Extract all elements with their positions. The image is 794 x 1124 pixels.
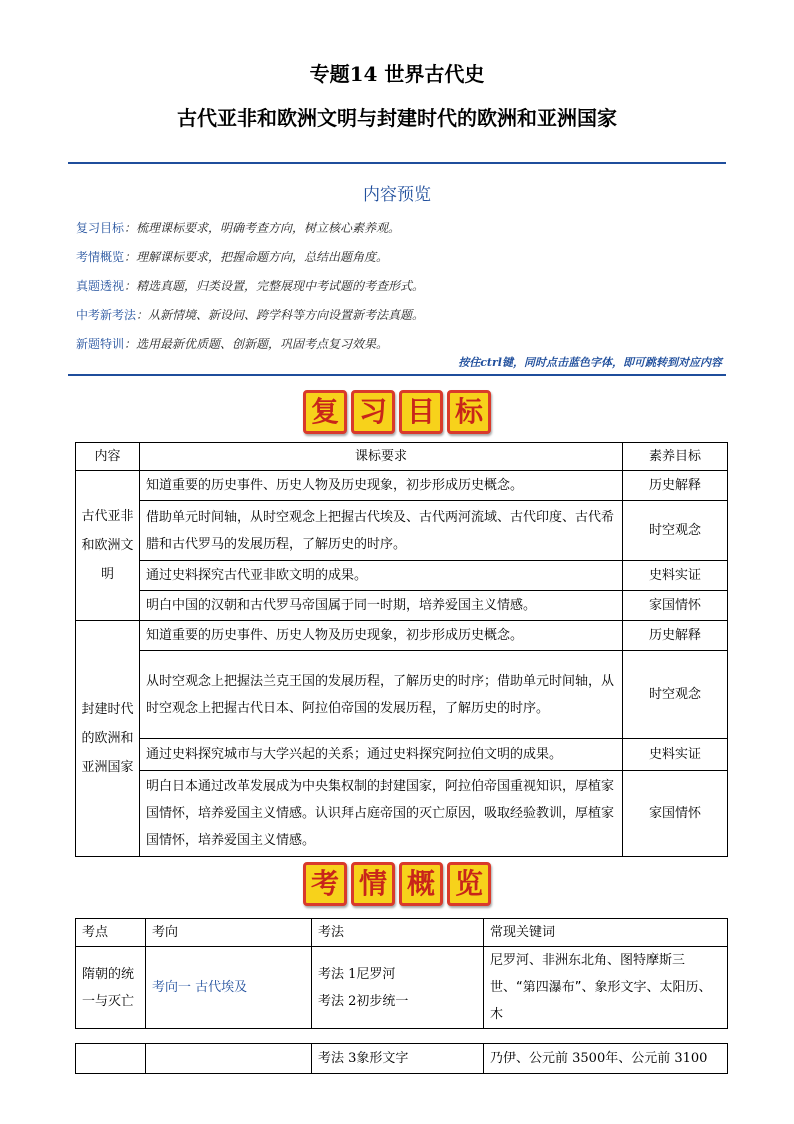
banner-char: 情 — [351, 862, 395, 906]
preview-item — [76, 218, 726, 247]
category-cell: 封建时代的欧洲和亚洲国家 — [76, 621, 140, 857]
requirement-cell: 从时空观念上把握法兰克王国的发展历程，了解历史的时序；借助单元时间轴，从时空观念上把握古代日本、阿拉伯帝国的发展历程，了解历史的时序。 — [140, 651, 623, 739]
exam-point-cell: 隋朝的统一与灭亡 — [76, 947, 146, 1029]
table-row — [76, 501, 728, 561]
goal-cell: 历史解释 — [623, 621, 728, 651]
category-cell: 古代亚非和欧洲文明 — [76, 471, 140, 621]
review-goals-banner — [0, 390, 794, 434]
exam-method: 考法 3象形文字 — [312, 1044, 484, 1074]
header-cell: 素养目标 — [623, 443, 728, 471]
preview-desc: ：精选真题，归类设置，完整展现中考试题的考查形式。 — [124, 279, 425, 293]
preview-item — [76, 247, 726, 276]
preview-item — [76, 276, 726, 305]
goal-cell: 史料实证 — [623, 561, 728, 591]
preview-desc: ：理解课标要求，把握命题方向，总结出题角度。 — [124, 250, 389, 264]
exam-overview-banner — [0, 862, 794, 906]
banner-char: 览 — [447, 862, 491, 906]
ctrl-click-note: 按住ctrl键，同时点击蓝色字体，即可跳转到对应内容 — [458, 356, 722, 369]
table-header-row — [76, 443, 728, 471]
page-title: 专题14 世界古代史 — [309, 62, 485, 86]
preview-link-new-methods[interactable]: 中考新考法 — [76, 308, 137, 322]
preview-link-special-training[interactable]: 新题特训 — [76, 337, 125, 351]
goal-cell: 家国情怀 — [623, 591, 728, 621]
requirement-cell: 通过史料探究城市与大学兴起的关系；通过史料探究阿拉伯文明的成果。 — [140, 739, 623, 771]
preview-desc: ：选用最新优质题、创新题，巩固考点复习效果。 — [124, 337, 389, 351]
header-cell: 考向 — [146, 919, 312, 947]
requirement-cell: 知道重要的历史事件、历史人物及历史现象，初步形成历史概念。 — [140, 621, 623, 651]
banner-char: 复 — [303, 390, 347, 434]
header-cell: 考法 — [312, 919, 484, 947]
page-subtitle: 古代亚非和欧洲文明与封建时代的欧洲和亚洲国家 — [177, 106, 617, 130]
exam-direction-link[interactable]: 考向一 古代埃及 — [146, 947, 312, 1029]
banner-char: 目 — [399, 390, 443, 434]
exam-point-cell — [76, 1044, 146, 1074]
banner-char: 考 — [303, 862, 347, 906]
keywords-cell: 尼罗河、非洲东北角、图特摩斯三世、“第四瀑布”、象形文字、太阳历、木 — [484, 947, 728, 1029]
header-cell: 常现关键词 — [484, 919, 728, 947]
goal-cell: 时空观念 — [623, 651, 728, 739]
goal-cell: 史料实证 — [623, 739, 728, 771]
exam-table — [75, 918, 728, 1029]
goals-table — [75, 442, 728, 857]
exam-methods-cell — [312, 947, 484, 1029]
requirement-cell: 知道重要的历史事件、历史人物及历史现象，初步形成历史概念。 — [140, 471, 623, 501]
keywords-cell: 乃伊、公元前 3500年、公元前 3100 — [484, 1044, 728, 1074]
preview-list — [76, 218, 726, 363]
table-row — [76, 561, 728, 591]
table-row — [76, 771, 728, 857]
requirement-cell: 明白日本通过改革发展成为中央集权制的封建国家，阿拉伯帝国重视知识，厚植家国情怀，培养爱国主义情感。认识拜占庭帝国的灭亡原因，吸取经验教训，厚植家国情怀，培养爱国主义情感。 — [140, 771, 623, 857]
preview-link-review-goals[interactable]: 复习目标 — [76, 221, 125, 235]
requirement-cell: 借助单元时间轴，从时空观念上把握古代埃及、古代两河流域、古代印度、古代希腊和古代罗马的发展历程，了解历史的时序。 — [140, 501, 623, 561]
header-cell: 内容 — [76, 443, 140, 471]
table-row — [76, 947, 728, 1029]
exam-method: 考法 1尼罗河 — [318, 966, 396, 982]
table-header-row — [76, 919, 728, 947]
preview-link-real-questions[interactable]: 真题透视 — [76, 279, 125, 293]
table-row — [76, 621, 728, 651]
banner-char: 习 — [351, 390, 395, 434]
header-cell: 课标要求 — [140, 443, 623, 471]
divider-bottom — [68, 374, 726, 376]
table-row — [76, 591, 728, 621]
preview-link-exam-overview[interactable]: 考情概览 — [76, 250, 125, 264]
banner-char: 概 — [399, 862, 443, 906]
table-row — [76, 1044, 728, 1074]
banner-char: 标 — [447, 390, 491, 434]
goal-cell: 家国情怀 — [623, 771, 728, 857]
table-row — [76, 739, 728, 771]
preview-item — [76, 305, 726, 334]
exam-method: 考法 2初步统一 — [318, 993, 409, 1009]
preview-heading: 内容预览 — [363, 185, 431, 205]
goal-cell: 时空观念 — [623, 501, 728, 561]
goal-cell: 历史解释 — [623, 471, 728, 501]
requirement-cell: 通过史料探究古代亚非欧文明的成果。 — [140, 561, 623, 591]
table-row — [76, 651, 728, 739]
preview-desc: ：从新情境、新设问、跨学科等方向设置新考法真题。 — [136, 308, 425, 322]
exam-table-continued — [75, 1043, 728, 1074]
table-row — [76, 471, 728, 501]
header-cell: 考点 — [76, 919, 146, 947]
divider-top — [68, 162, 726, 164]
requirement-cell: 明白中国的汉朝和古代罗马帝国属于同一时期，培养爱国主义情感。 — [140, 591, 623, 621]
preview-desc: ：梳理课标要求，明确考查方向，树立核心素养观。 — [124, 221, 401, 235]
exam-direction-cell — [146, 1044, 312, 1074]
